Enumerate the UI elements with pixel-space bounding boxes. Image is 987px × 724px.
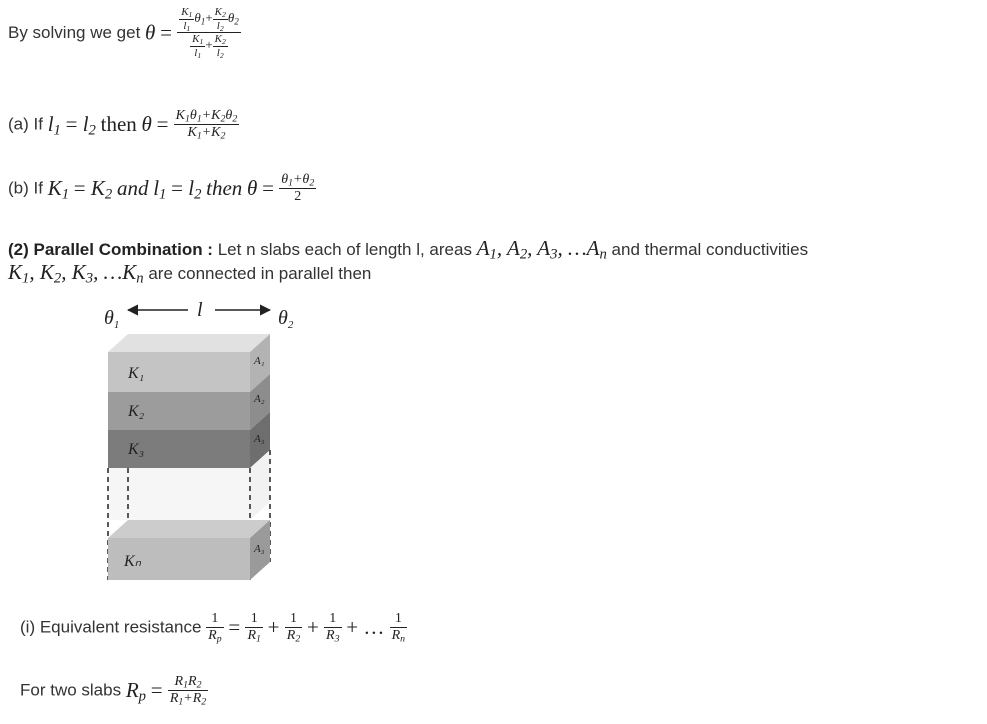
slab-top-face bbox=[108, 334, 270, 352]
layer-label-k3: K₃ bbox=[128, 441, 145, 458]
area-label-a3: A₃ bbox=[254, 433, 265, 445]
area-label-an: A₃ bbox=[254, 543, 265, 555]
parallel-slabs-diagram bbox=[90, 292, 310, 592]
section-parallel-line1: (2) Parallel Combination : Let n slabs each of length l, areas $A_1$, $A_2$, $A_3$, $\dots A_n$ and thermal conductivities bbox=[8, 236, 809, 263]
theta2-label: $\theta_2$ bbox=[278, 307, 294, 331]
section-parallel-line2: $K_1$, $K_2$, $K_3$, $\dots K_n$ are connected in parallel then bbox=[8, 260, 372, 287]
formula-two-slabs: For two slabs $R_p$ = $\frac{R_1R_2}{R_1+R_2}$ bbox=[20, 674, 207, 708]
solving-label: By solving we get bbox=[8, 22, 141, 42]
area-label-a1: A₁ bbox=[254, 355, 265, 367]
slab-n-top-face bbox=[108, 520, 270, 538]
formula-equivalent-resistance: (i) Equivalent resistance $\frac{1}{R_p}$ = $\frac{1}{R_1}$ + $\frac{1}{R_2}$ + $\frac{1}{R_3}$ + … $\frac{1}{R_n}$ bbox=[20, 611, 406, 645]
layer-label-k1: K₁ bbox=[128, 365, 145, 382]
theta1-label: $\theta_1$ bbox=[104, 307, 120, 331]
theta-fraction: $\frac{K_1}{l_1}$ $\theta_1+$ $\frac{K_2}{l_2}$ $\theta_2$ $\frac{K_1}{l_1}$ + $\frac{K_2}{l_2}$ bbox=[177, 6, 241, 60]
section-title: (2) Parallel Combination : bbox=[8, 240, 213, 259]
layer-label-k2: K₂ bbox=[128, 403, 145, 420]
area-label-a2: A₂ bbox=[254, 393, 265, 405]
formula-theta-general: By solving we get θ = $\frac{K_1}{l_1}$ $\theta_1+$ $\frac{K_2}{l_2}$ $\theta_2$ $\frac{K_1}{l_1}$ + $\frac{K_2}{l_2}$ bbox=[8, 6, 239, 60]
length-label: l bbox=[197, 299, 203, 321]
formula-case-b: (b) If $K_1 = K_2$ and $l_1 = l_2$ then θ = $\frac{\theta_1+\theta_2}{2}$ bbox=[8, 172, 315, 205]
formula-case-a: (a) If $l_1 = l_2$ then θ = $\frac{K_1\theta_1+K_2\theta_2}{K_1+K_2}$ bbox=[8, 108, 238, 142]
layer-label-kn: Kₙ bbox=[124, 553, 142, 570]
